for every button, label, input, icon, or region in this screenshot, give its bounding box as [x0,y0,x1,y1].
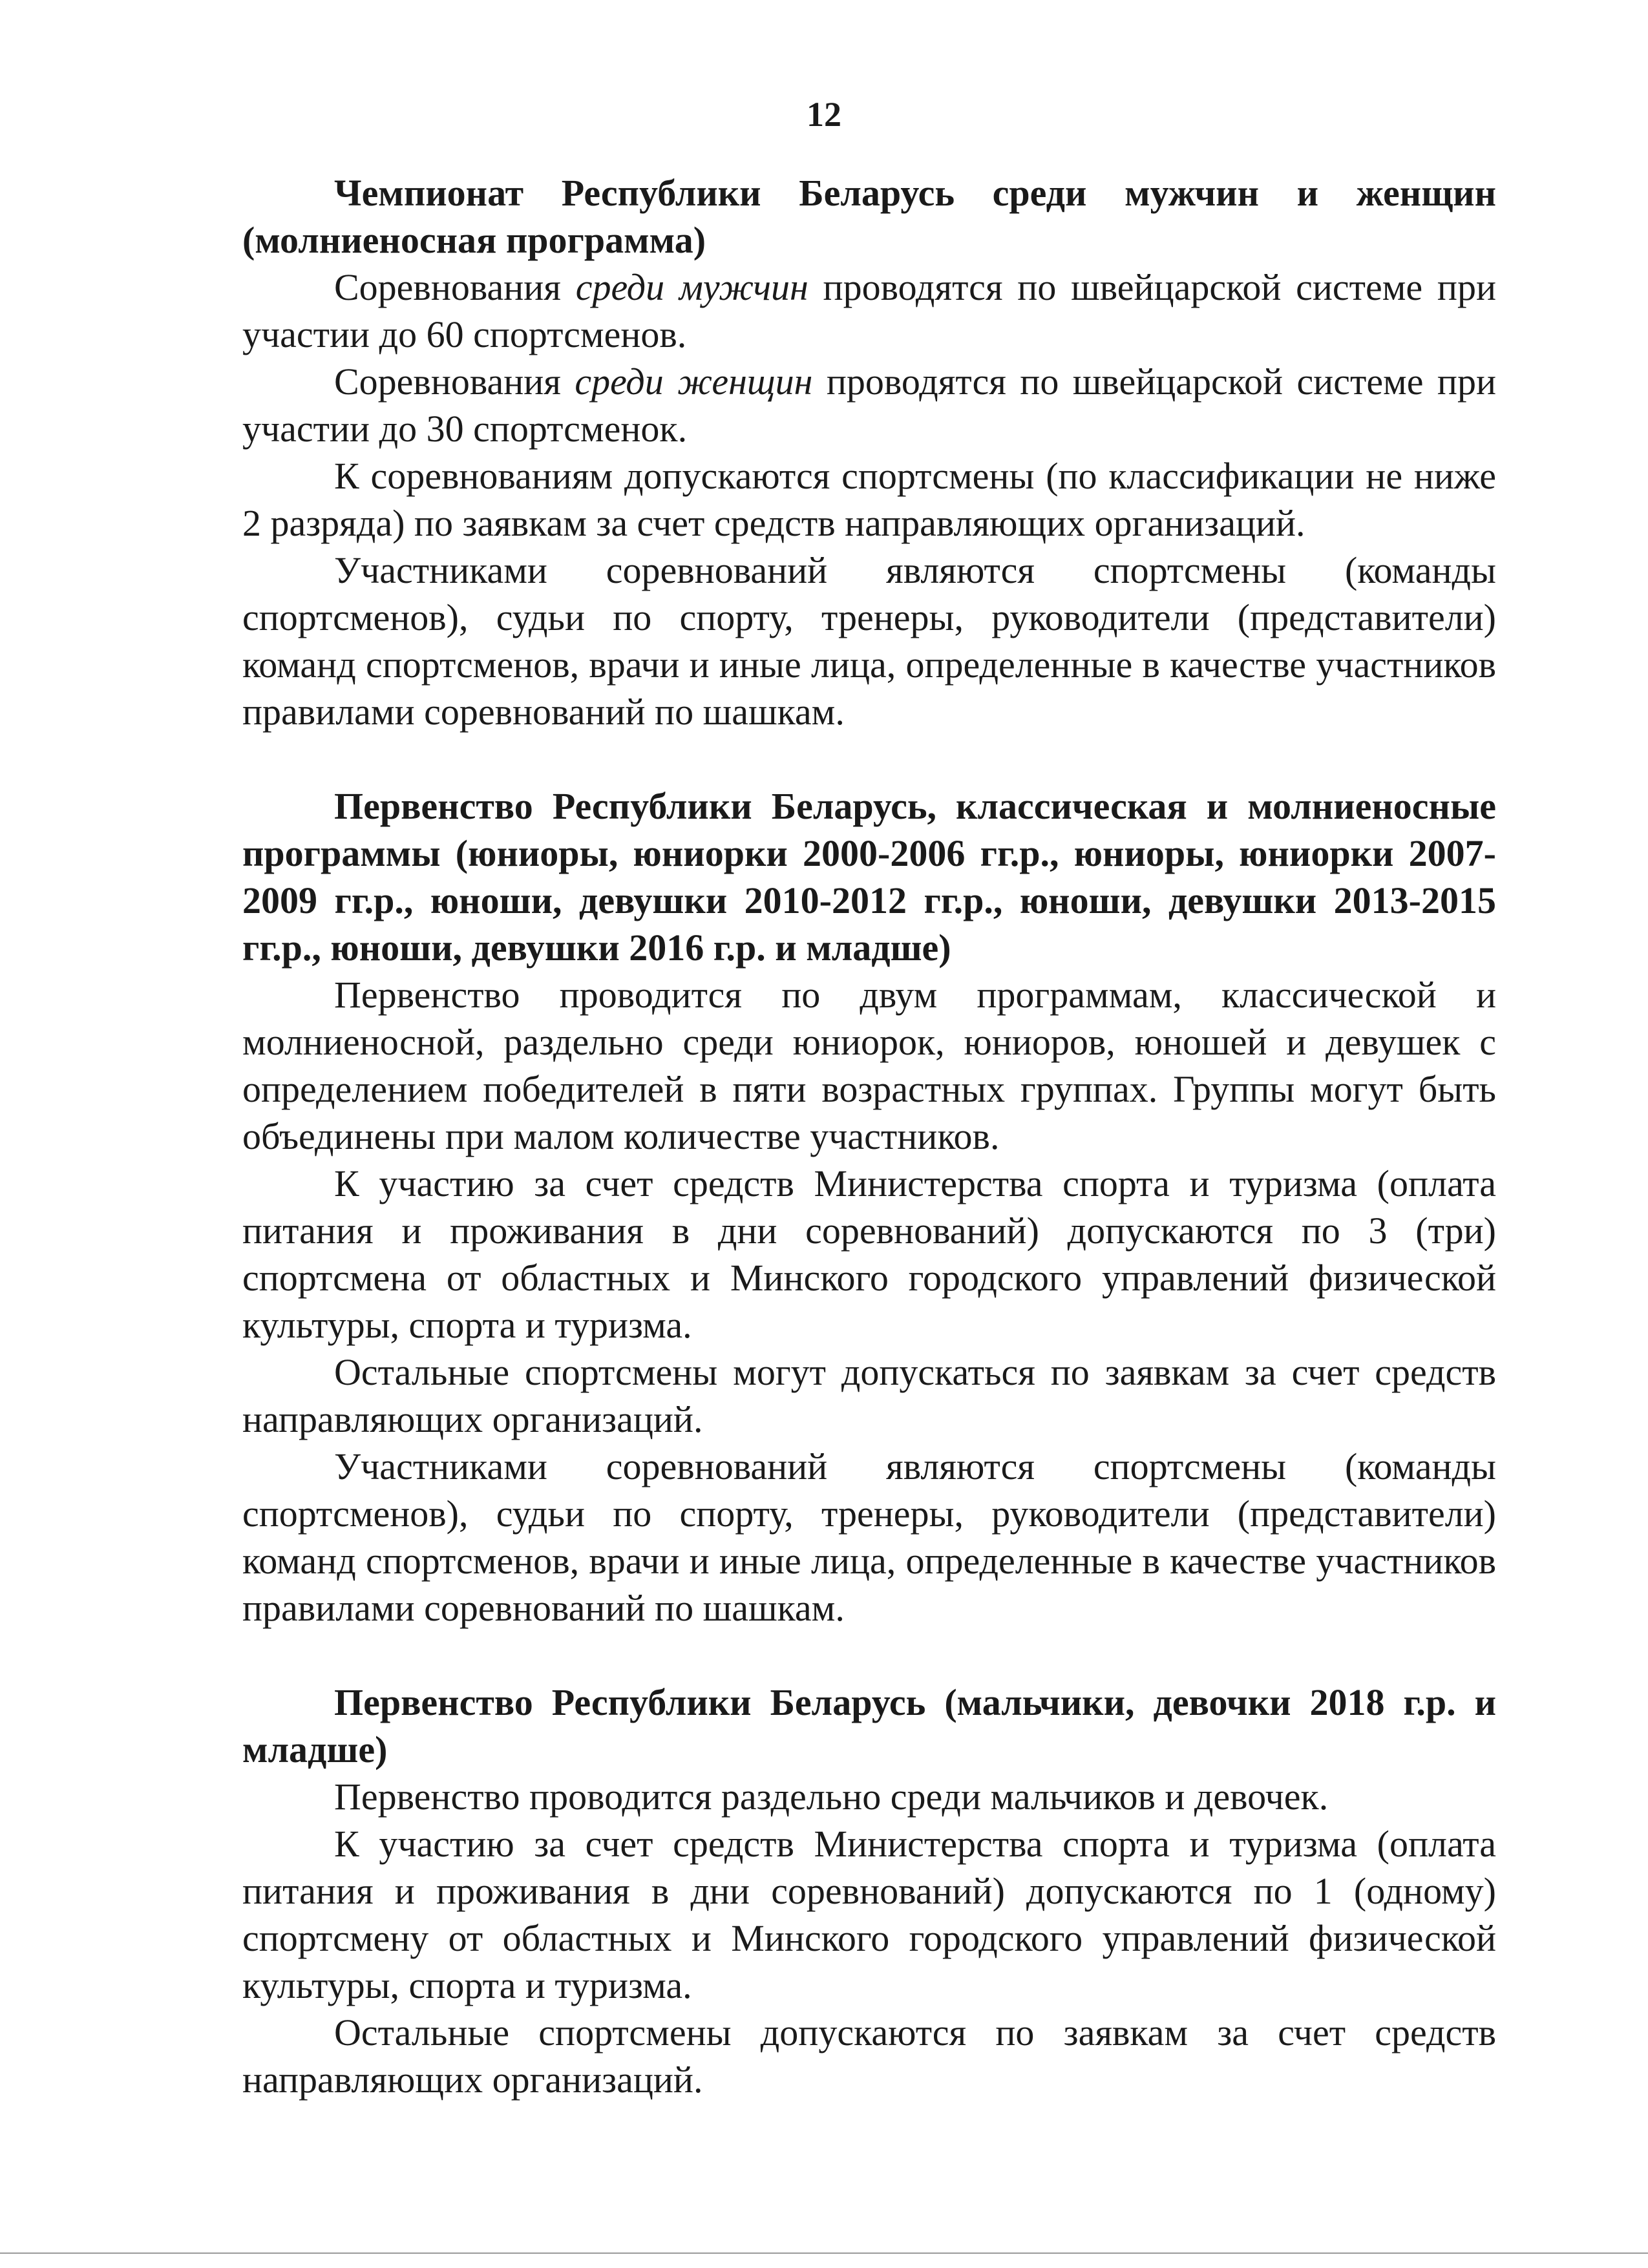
section-heading: Первенство Республики Беларусь, классическая и молниеносные программы (юниоры, юниорки 2000-2006 гг.р., юниоры, юниорки 2007-2009 гг.р., юноши, девушки 2010-2012 гг.р., юноши, девушки 2013-2015 гг.р., юноши, девушки 2016 г.р. и младше) [242,785,1496,969]
scan-bottom-edge [0,2252,1648,2254]
paragraph: Участниками соревнований являются спортсмены (команды спортсменов), судьи по спорту, тренеры, руководители (представители) команд спортсменов, врачи и иные лица, определенные в качестве участников правилами соревнований по шашкам. [242,549,1496,733]
section-heading: Чемпионат Республики Беларусь среди мужчин и женщин (молниеносная программа) [242,172,1496,261]
section-heading: Первенство Республики Беларусь (мальчики, девочки 2018 г.р. и младше) [242,1681,1496,1770]
paragraph [242,264,1496,358]
section-men-women-blitz-championship [242,169,1496,735]
italic-phrase: среди женщин [575,361,813,403]
section-youth-championship [242,782,1496,1632]
paragraph-text: проводятся по швейцарской системе при участии до 30 спортсменок. [242,361,1496,450]
paragraph: Остальные спортсмены могут допускаться по заявкам за счет средств направляющих организаций. [242,1351,1496,1440]
italic-phrase: среди мужчин [575,266,808,308]
paragraph: К участию за счет средств Министерства спорта и туризма (оплата питания и проживания в дни соревнований) допускаются по 1 (одному) спортсмену от областных и Минского городского управлений физической культуры, спорта и туризма. [242,1823,1496,2006]
paragraph: Первенство проводится раздельно среди мальчиков и девочек. [334,1776,1329,1818]
paragraph-text: Соревнования [334,266,576,308]
paragraph [242,358,1496,452]
page-number: 12 [807,95,841,134]
paragraph: К участию за счет средств Министерства спорта и туризма (оплата питания и проживания в дни соревнований) допускаются по 3 (три) спортсмена от областных и Минского городского управлений физической культуры, спорта и туризма. [242,1162,1496,1346]
document-body [242,169,1496,2103]
paragraph: Первенство проводится по двум программам, классической и молниеносной, раздельно среди юниорок, юниоров, юношей и девушек с определением победителей в пяти возрастных группах. Группы могут быть объединены при малом количестве участников. [242,974,1496,1157]
paragraph-text: проводятся по швейцарской системе при участии до 60 спортсменов. [242,266,1496,355]
paragraph: Участниками соревнований являются спортсмены (команды спортсменов), судьи по спорту, тренеры, руководители (представители) команд спортсменов, врачи и иные лица, определенные в качестве участников правилами соревнований по шашкам. [242,1445,1496,1629]
paragraph: Остальные спортсмены допускаются по заявкам за счет средств направляющих организаций. [242,2011,1496,2101]
paragraph-text: Соревнования [334,361,575,403]
paragraph: К соревнованиям допускаются спортсмены (по классификации не ниже 2 разряда) по заявкам за счет средств направляющих организаций. [242,455,1496,544]
section-children-championship [242,1679,1496,2103]
